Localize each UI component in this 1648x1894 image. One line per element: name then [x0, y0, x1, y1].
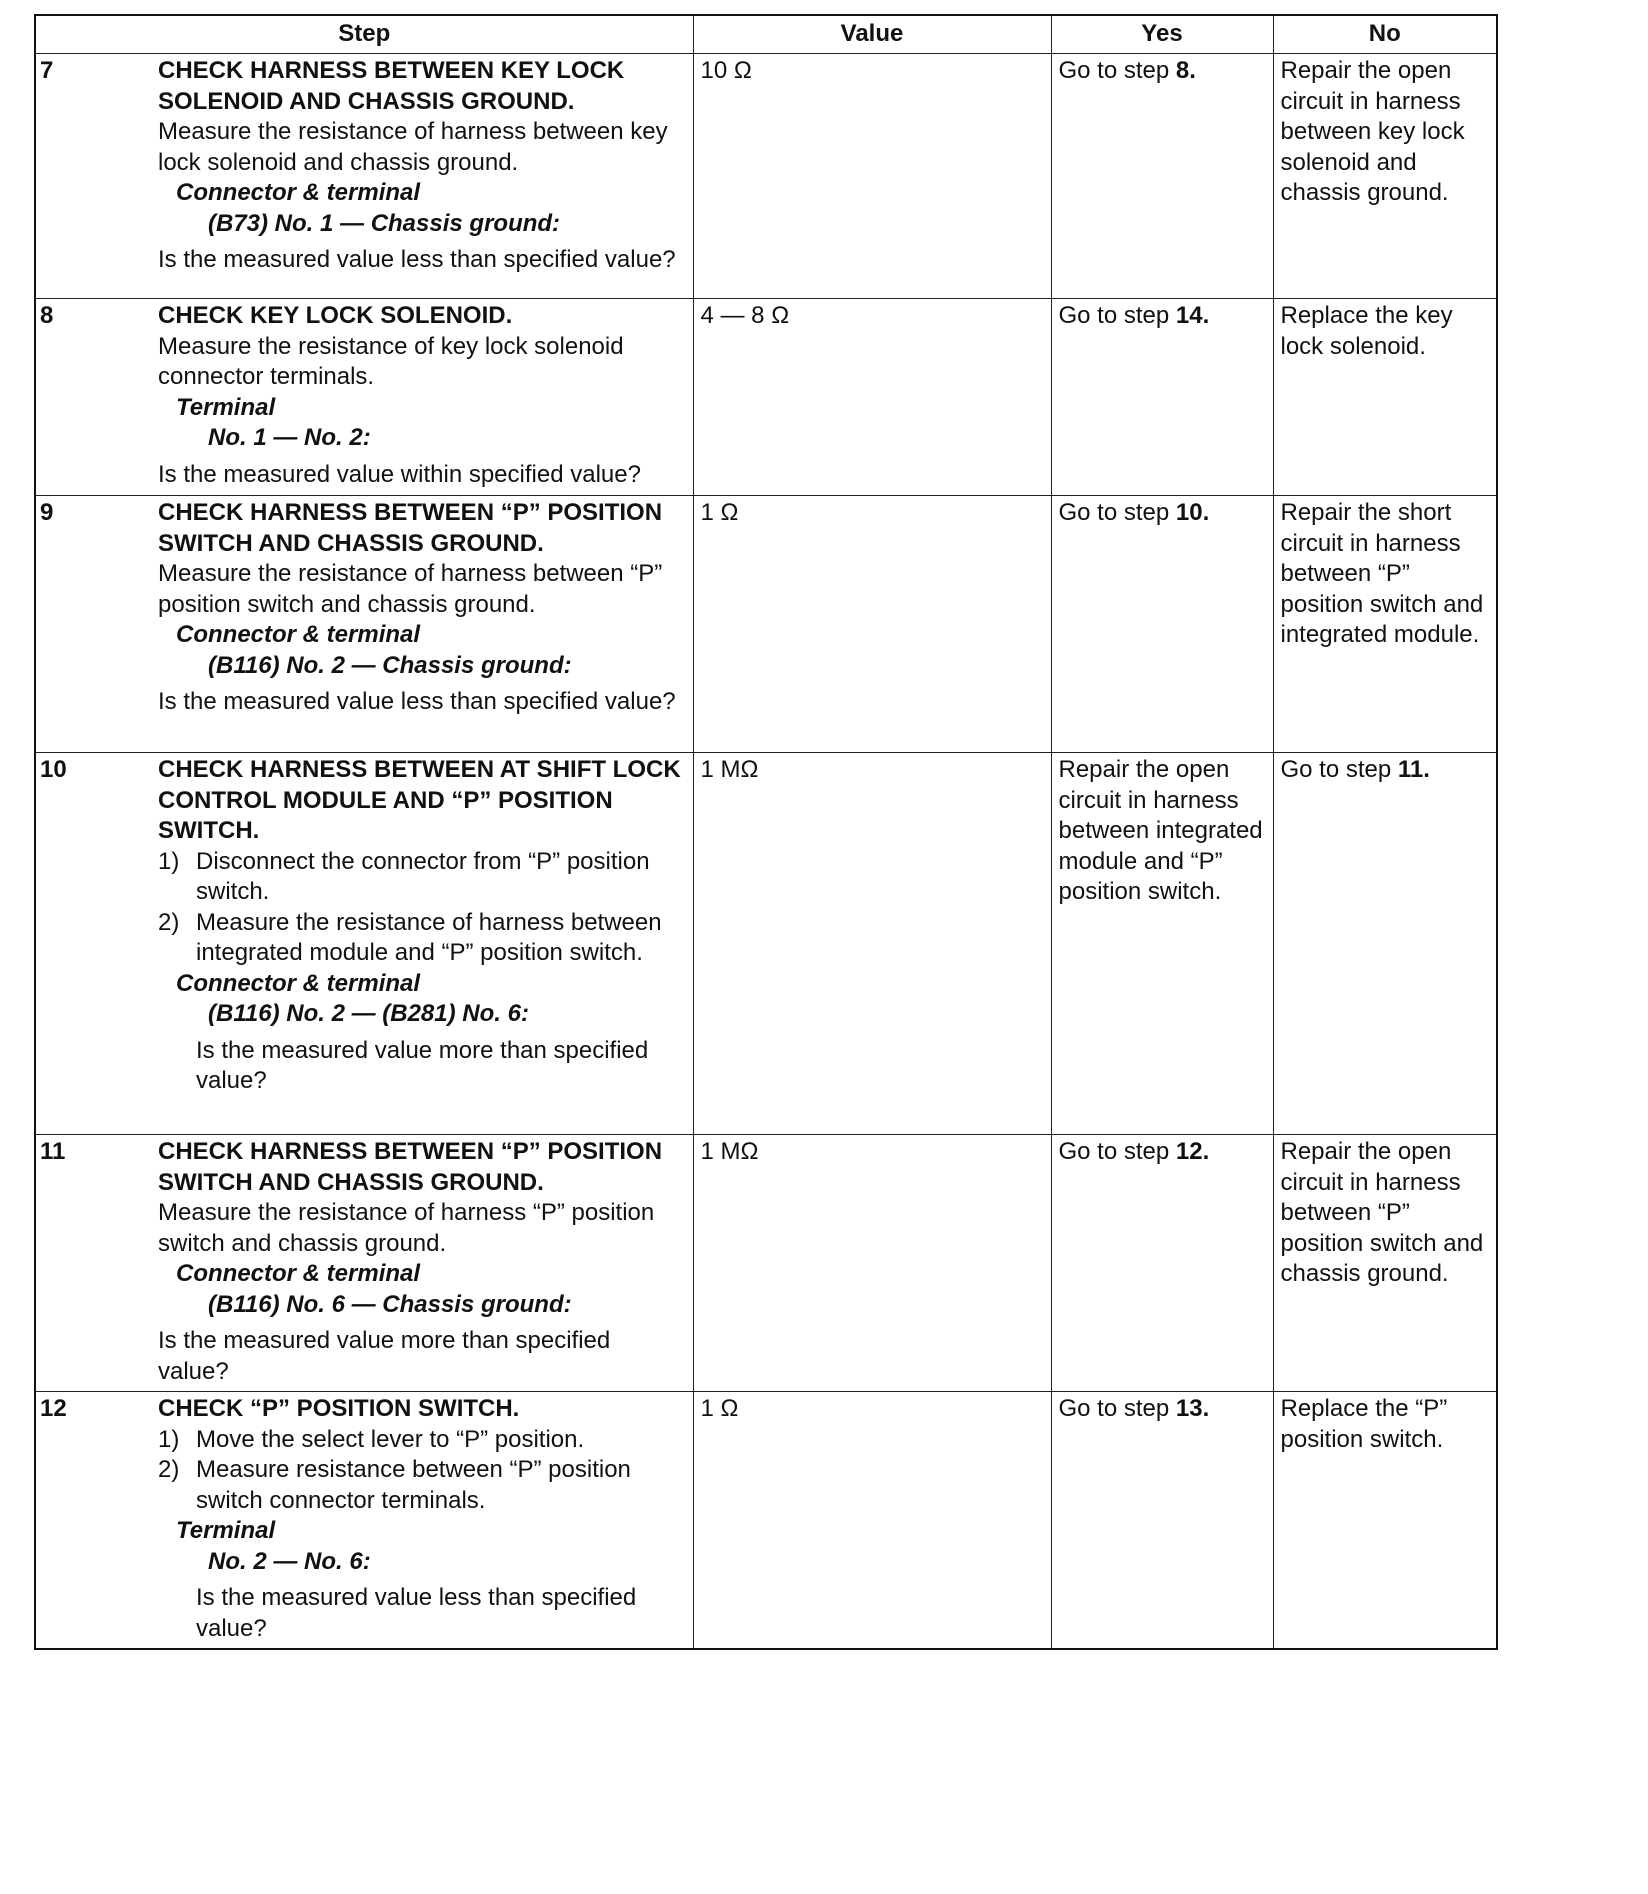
list-item	[158, 847, 687, 908]
table-row	[35, 753, 1497, 1135]
step-question: Is the measured value less than specified value?	[196, 1584, 637, 1642]
no-cell	[1273, 753, 1497, 1135]
yes-prefix: Go to step	[1058, 57, 1176, 84]
yes-prefix: Go to step	[1058, 1138, 1176, 1165]
diagnostic-table	[34, 14, 1498, 1650]
step-subheading: Connector & terminal	[176, 179, 421, 206]
yes-suffix: .	[1202, 302, 1210, 329]
no-prefix: Go to step	[1280, 756, 1398, 783]
yes-step-number: 13	[1175, 1395, 1203, 1422]
step-question: Is the measured value more than specified value?	[158, 1327, 611, 1385]
no-cell: Replace the “P” position switch.	[1273, 1392, 1497, 1650]
list-item-text: Move the select lever to “P” position.	[196, 1425, 585, 1453]
header-no: No	[1273, 15, 1497, 54]
yes-step-number: 12	[1175, 1138, 1203, 1165]
header-row	[35, 15, 1497, 54]
step-terminal-spec: (B73) No. 1 — Chassis ground:	[208, 209, 561, 237]
value-cell: 4 — 8 Ω	[693, 299, 1051, 496]
list-item	[158, 908, 687, 969]
step-subheading: Connector & terminal	[176, 621, 421, 648]
yes-suffix: .	[1202, 1395, 1210, 1422]
list-item-number: 2)	[158, 1456, 180, 1483]
yes-prefix: Go to step	[1058, 302, 1176, 329]
step-title: CHECK HARNESS BETWEEN AT SHIFT LOCK CONTROL MODULE AND “P” POSITION SWITCH.	[158, 756, 681, 844]
step-question: Is the measured value less than specified value?	[158, 688, 676, 715]
step-subheading: Terminal	[176, 1517, 276, 1544]
step-subheading: Connector & terminal	[176, 1260, 421, 1287]
step-description: Measure the resistance of key lock solenoid connector terminals.	[158, 332, 624, 390]
step-number: 7	[40, 57, 54, 84]
no-cell: Repair the open circuit in harness between key lock solenoid and chassis ground.	[1273, 54, 1497, 299]
step-question: Is the measured value less than specified value?	[158, 246, 676, 273]
table-row	[35, 496, 1497, 753]
no-cell: Repair the open circuit in harness between “P” position switch and chassis ground.	[1273, 1135, 1497, 1392]
list-item-text: Measure the resistance of harness between integrated module and “P” position switch.	[196, 908, 662, 966]
step-terminal-spec: No. 1 — No. 2:	[208, 424, 371, 451]
table-row	[35, 299, 1497, 496]
yes-cell	[1051, 1135, 1273, 1392]
table-row	[35, 54, 1497, 299]
table-row	[35, 1135, 1497, 1392]
yes-suffix: .	[1202, 1138, 1210, 1165]
yes-suffix: .	[1202, 499, 1210, 526]
step-number: 9	[40, 499, 54, 526]
yes-cell	[1051, 299, 1273, 496]
list-item-number: 1)	[158, 847, 180, 875]
step-cell	[35, 299, 693, 496]
list-item	[158, 1425, 687, 1456]
step-number: 11	[40, 1138, 66, 1165]
yes-step-number: 10	[1175, 499, 1203, 526]
value-cell: 1 MΩ	[693, 1135, 1051, 1392]
step-subheading: Terminal	[176, 393, 276, 421]
value-cell: 1 MΩ	[693, 753, 1051, 1135]
list-item-text: Measure resistance between “P” position switch connector terminals.	[196, 1456, 631, 1514]
step-cell	[35, 1135, 693, 1392]
value-cell: 1 Ω	[693, 1392, 1051, 1650]
yes-cell	[1051, 1392, 1273, 1650]
header-step: Step	[35, 15, 693, 54]
value-cell: 10 Ω	[693, 54, 1051, 299]
step-question: Is the measured value more than specified value?	[196, 1036, 649, 1094]
step-title: CHECK “P” POSITION SWITCH.	[158, 1395, 520, 1422]
step-subheading: Connector & terminal	[176, 969, 421, 997]
step-terminal-spec: (B116) No. 2 — (B281) No. 6:	[208, 1000, 529, 1027]
table-row	[35, 1392, 1497, 1650]
list-item	[158, 1455, 687, 1516]
step-cell	[35, 1392, 693, 1650]
yes-cell	[1051, 54, 1273, 299]
yes-prefix: Go to step	[1058, 499, 1176, 526]
step-title: CHECK HARNESS BETWEEN “P” POSITION SWITCH AND CHASSIS GROUND.	[158, 499, 663, 557]
yes-step-number: 8	[1175, 57, 1190, 84]
step-description: Measure the resistance of harness between “P” position switch and chassis ground.	[158, 560, 663, 618]
header-yes: Yes	[1051, 15, 1273, 54]
step-number: 10	[40, 756, 67, 783]
step-cell	[35, 496, 693, 753]
step-question: Is the measured value within specified value?	[158, 460, 641, 488]
header-value: Value	[693, 15, 1051, 54]
list-item-text: Disconnect the connector from “P” position switch.	[196, 847, 650, 905]
yes-cell: Repair the open circuit in harness between integrated module and “P” position switch.	[1051, 753, 1273, 1135]
no-cell: Repair the short circuit in harness between “P” position switch and integrated module.	[1273, 496, 1497, 753]
step-terminal-spec: (B116) No. 6 — Chassis ground:	[208, 1290, 572, 1318]
no-suffix: .	[1423, 756, 1430, 783]
list-item-number: 2)	[158, 908, 180, 936]
yes-cell	[1051, 496, 1273, 753]
yes-step-number: 14	[1175, 302, 1203, 329]
step-number: 8	[40, 302, 54, 329]
list-item-number: 1)	[158, 1425, 180, 1453]
diagnostic-sheet	[34, 14, 1496, 1650]
step-description: Measure the resistance of harness “P” position switch and chassis ground.	[158, 1199, 655, 1257]
step-description: Measure the resistance of harness between key lock solenoid and chassis ground.	[158, 118, 668, 176]
no-step-number: 11	[1397, 756, 1424, 783]
value-cell: 1 Ω	[693, 496, 1051, 753]
step-number: 12	[40, 1395, 67, 1422]
yes-suffix: .	[1189, 57, 1196, 84]
yes-prefix: Go to step	[1058, 1395, 1176, 1422]
step-terminal-spec: (B116) No. 2 — Chassis ground:	[208, 651, 572, 679]
no-cell: Replace the key lock solenoid.	[1273, 299, 1497, 496]
step-title: CHECK HARNESS BETWEEN “P” POSITION SWITCH AND CHASSIS GROUND.	[158, 1138, 663, 1196]
step-title: CHECK HARNESS BETWEEN KEY LOCK SOLENOID AND CHASSIS GROUND.	[158, 57, 625, 115]
step-title: CHECK KEY LOCK SOLENOID.	[158, 302, 513, 329]
step-cell	[35, 54, 693, 299]
step-terminal-spec: No. 2 — No. 6:	[208, 1547, 371, 1575]
step-cell	[35, 753, 693, 1135]
